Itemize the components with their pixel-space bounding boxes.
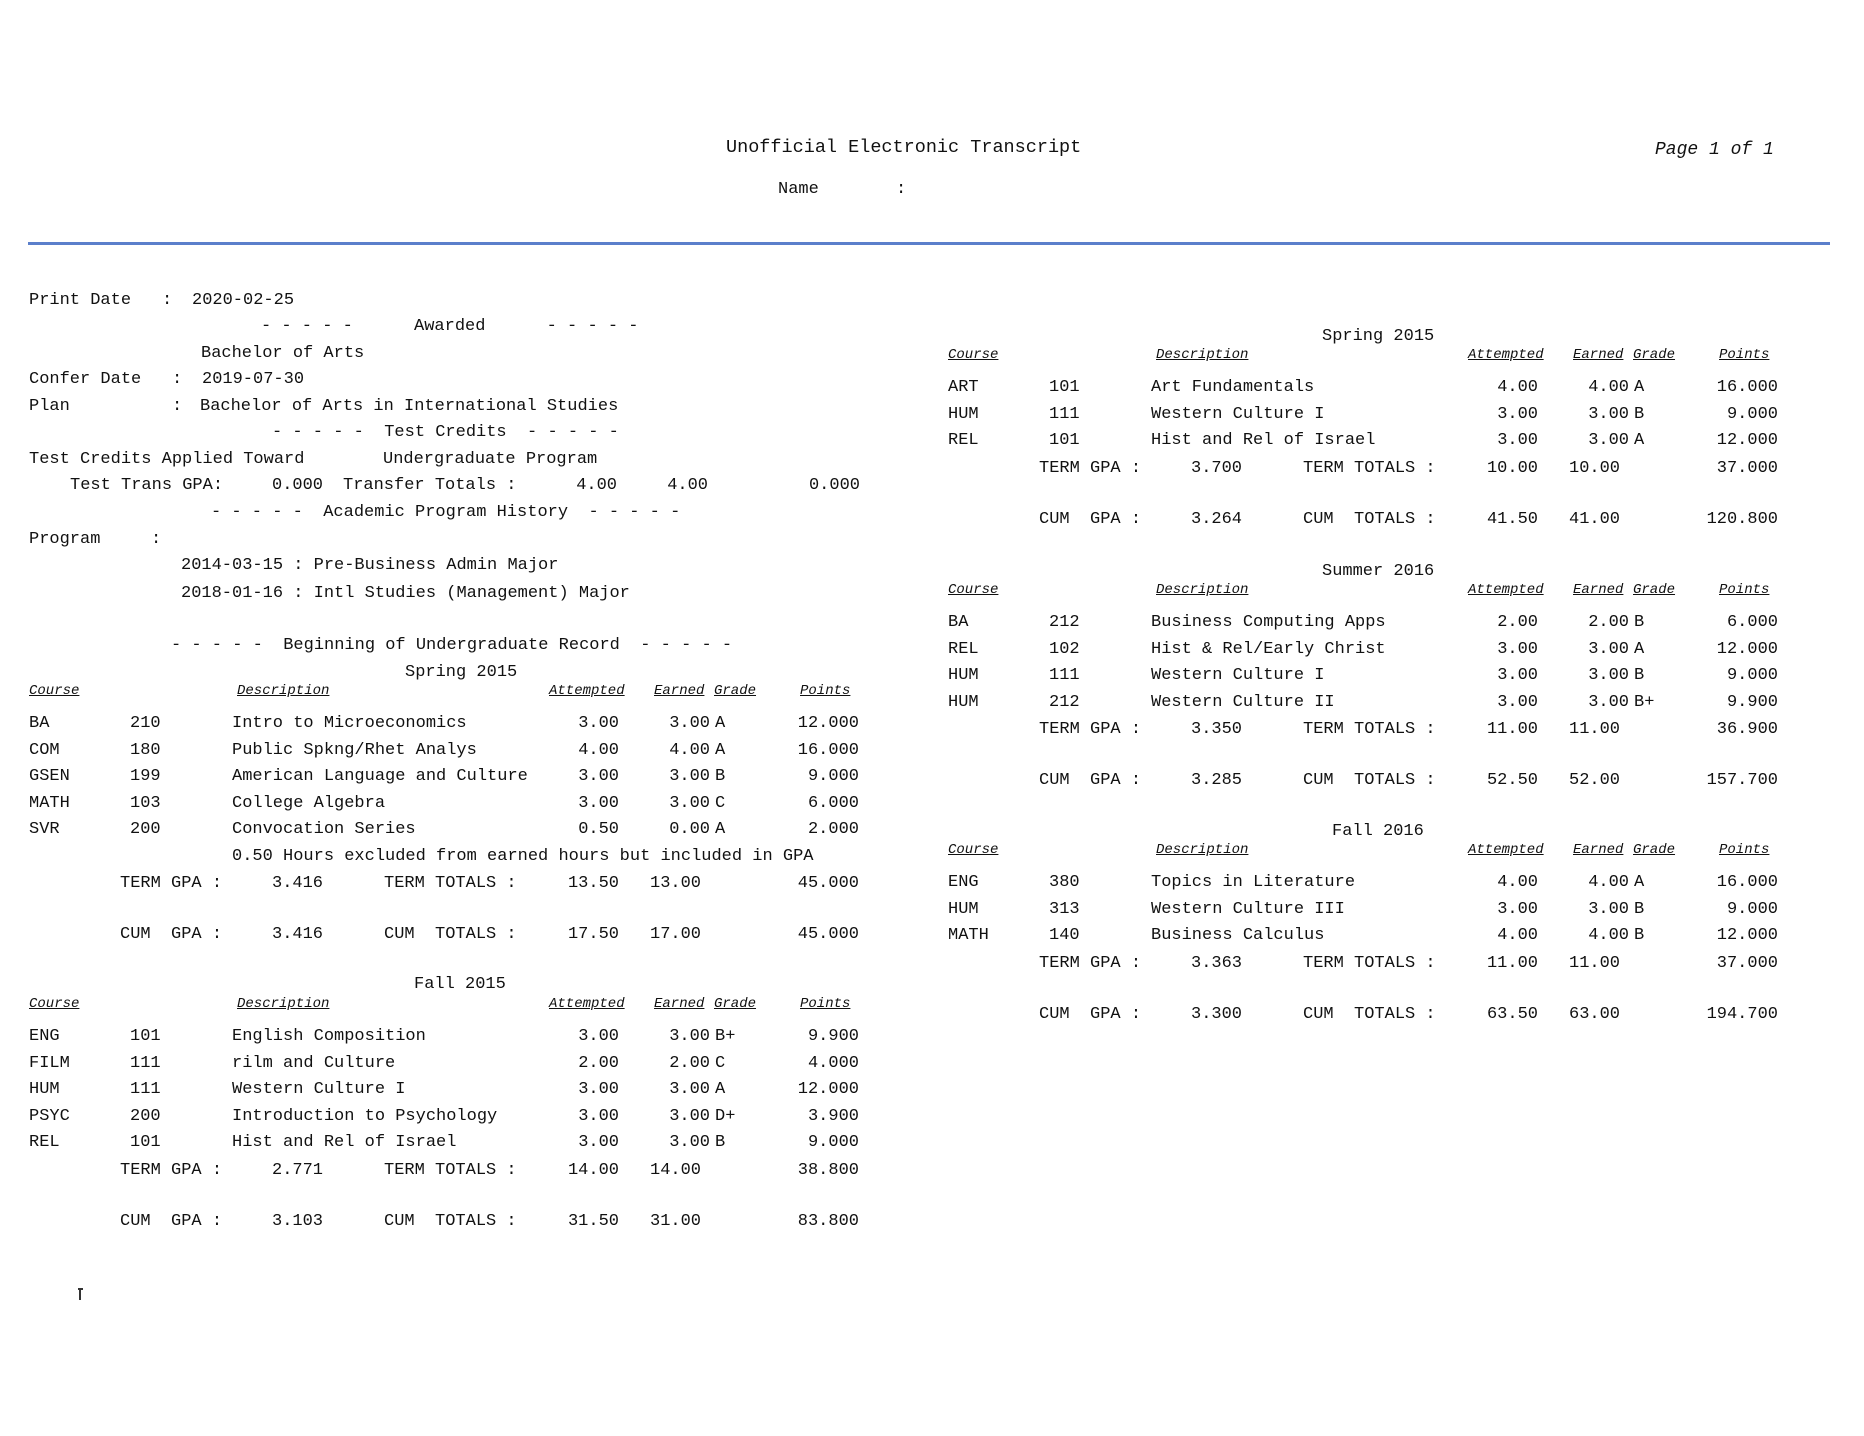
term-gpa-value: 2.771 bbox=[272, 1160, 324, 1180]
course-earned: 2.00 bbox=[669, 1053, 710, 1073]
cum-points: 45.000 bbox=[797, 925, 859, 944]
course-description: English Composition bbox=[232, 1027, 426, 1046]
column-header-grade: Grade bbox=[714, 996, 757, 1012]
course-subject: REL bbox=[29, 1133, 60, 1152]
column-header-points: Points bbox=[800, 996, 851, 1012]
term-title: Spring 2015 bbox=[405, 663, 518, 682]
course-subject: SVR bbox=[29, 820, 60, 839]
course-subject: HUM bbox=[948, 666, 979, 685]
column-header-earned: Earned bbox=[1573, 582, 1624, 598]
course-grade: B bbox=[1634, 666, 1645, 685]
page-number: Page 1 of 1 bbox=[1655, 140, 1774, 160]
course-number: 101 bbox=[130, 1133, 161, 1152]
course-grade: A bbox=[1634, 378, 1645, 397]
course-grade: D+ bbox=[715, 1106, 736, 1126]
column-header-attempted: Attempted bbox=[549, 996, 625, 1012]
course-subject: ART bbox=[948, 378, 979, 397]
course-earned: 3.00 bbox=[669, 714, 710, 733]
degree-name: Bachelor of Arts bbox=[201, 344, 365, 363]
course-earned: 3.00 bbox=[1588, 666, 1629, 685]
course-points: 12.000 bbox=[797, 714, 859, 733]
term-totals-label: TERM TOTALS : bbox=[384, 874, 517, 893]
term-attempted: 14.00 bbox=[567, 1160, 619, 1180]
course-description: Business Calculus bbox=[1151, 926, 1325, 945]
column-header-earned: Earned bbox=[1573, 347, 1624, 363]
term-gpa-label: TERM GPA : bbox=[120, 1160, 223, 1180]
course-attempted: 3.00 bbox=[578, 767, 619, 786]
scan-speck bbox=[78, 1288, 83, 1290]
plan-label: Plan bbox=[29, 397, 70, 416]
test-trans-gpa-value: 0.000 bbox=[272, 476, 324, 495]
cum-points: 83.800 bbox=[797, 1211, 859, 1231]
course-grade: C bbox=[715, 1053, 726, 1073]
course-number: 111 bbox=[130, 1080, 161, 1099]
course-attempted: 4.00 bbox=[1497, 378, 1538, 397]
column-header-course: Course bbox=[948, 347, 999, 363]
cum-points: 157.700 bbox=[1706, 771, 1778, 790]
term-earned: 11.00 bbox=[1569, 720, 1621, 739]
column-header-points: Points bbox=[800, 683, 851, 699]
course-grade: B bbox=[715, 767, 726, 786]
course-description: Public Spkng/Rhet Analys bbox=[232, 740, 477, 760]
course-number: 111 bbox=[1049, 404, 1080, 424]
cum-totals-label: CUM TOTALS : bbox=[384, 1211, 517, 1231]
term-attempted: 11.00 bbox=[1486, 953, 1538, 973]
course-attempted: 0.50 bbox=[578, 820, 619, 839]
course-subject: ENG bbox=[29, 1027, 60, 1046]
test-credits-heading: - - - - - Test Credits - - - - - bbox=[272, 423, 619, 442]
course-subject: HUM bbox=[29, 1080, 60, 1099]
term-earned: 13.00 bbox=[650, 874, 702, 893]
course-points: 6.000 bbox=[807, 793, 859, 813]
course-number: 380 bbox=[1049, 873, 1080, 892]
term-title: Summer 2016 bbox=[1322, 562, 1435, 581]
awarded-heading: - - - - - Awarded - - - - - bbox=[261, 317, 639, 336]
course-number: 111 bbox=[130, 1053, 161, 1073]
course-description: Western Culture I bbox=[1151, 666, 1325, 685]
term-points: 37.000 bbox=[1716, 953, 1778, 973]
term-title: Fall 2015 bbox=[414, 975, 506, 994]
course-earned: 3.00 bbox=[1588, 899, 1629, 919]
course-description: Western Culture III bbox=[1151, 899, 1345, 919]
term-attempted: 13.50 bbox=[567, 874, 619, 893]
course-earned: 3.00 bbox=[669, 1027, 710, 1046]
term-totals-label: TERM TOTALS : bbox=[1303, 458, 1436, 478]
cum-gpa-label: CUM GPA : bbox=[120, 1211, 223, 1231]
course-earned: 3.00 bbox=[1588, 692, 1629, 712]
column-header-grade: Grade bbox=[1633, 582, 1676, 598]
course-grade: B bbox=[1634, 926, 1645, 945]
course-number: 111 bbox=[1049, 666, 1080, 685]
course-points: 16.000 bbox=[1716, 873, 1778, 892]
cum-totals-label: CUM TOTALS : bbox=[1303, 771, 1436, 790]
course-description: Convocation Series bbox=[232, 820, 416, 839]
course-grade: B bbox=[1634, 899, 1645, 919]
term-gpa-value: 3.700 bbox=[1191, 458, 1243, 478]
course-points: 12.000 bbox=[797, 1080, 859, 1099]
column-header-grade: Grade bbox=[714, 683, 757, 699]
term-points: 45.000 bbox=[797, 874, 859, 893]
term-points: 38.800 bbox=[797, 1160, 859, 1180]
course-earned: 4.00 bbox=[1588, 926, 1629, 945]
confer-date-label: Confer Date bbox=[29, 370, 142, 389]
course-points: 9.000 bbox=[1726, 666, 1778, 685]
course-earned: 4.00 bbox=[669, 740, 710, 760]
course-subject: REL bbox=[948, 639, 979, 659]
course-number: 313 bbox=[1049, 899, 1080, 919]
course-attempted: 3.00 bbox=[578, 1133, 619, 1152]
column-header-description: Description bbox=[1156, 582, 1249, 598]
course-subject: BA bbox=[948, 613, 969, 632]
undergraduate-record-heading: - - - - - Beginning of Undergraduate Record - - - - - bbox=[171, 636, 733, 655]
course-earned: 4.00 bbox=[1588, 873, 1629, 892]
course-number: 102 bbox=[1049, 639, 1080, 659]
document-title: Unofficial Electronic Transcript bbox=[726, 137, 1082, 158]
column-header-grade: Grade bbox=[1633, 347, 1676, 363]
name-colon: : bbox=[896, 180, 907, 199]
cum-attempted: 31.50 bbox=[567, 1211, 619, 1231]
term-earned: 14.00 bbox=[650, 1160, 702, 1180]
course-grade: A bbox=[715, 820, 726, 839]
column-header-attempted: Attempted bbox=[549, 683, 625, 699]
term-points: 36.900 bbox=[1716, 720, 1778, 739]
column-header-attempted: Attempted bbox=[1468, 842, 1544, 858]
course-points: 9.900 bbox=[1726, 692, 1778, 712]
test-credits-program: Undergraduate Program bbox=[383, 450, 598, 469]
column-header-earned: Earned bbox=[654, 996, 705, 1012]
course-earned: 3.00 bbox=[669, 767, 710, 786]
cum-totals-label: CUM TOTALS : bbox=[384, 925, 517, 944]
course-grade: A bbox=[715, 714, 726, 733]
term-totals-label: TERM TOTALS : bbox=[384, 1160, 517, 1180]
course-points: 4.000 bbox=[807, 1053, 859, 1073]
cum-earned: 31.00 bbox=[650, 1211, 702, 1231]
course-description: Intro to Microeconomics bbox=[232, 714, 467, 733]
course-subject: ENG bbox=[948, 873, 979, 892]
term-points: 37.000 bbox=[1716, 458, 1778, 478]
term-gpa-label: TERM GPA : bbox=[120, 874, 223, 893]
term-attempted: 10.00 bbox=[1486, 458, 1538, 478]
column-header-attempted: Attempted bbox=[1468, 347, 1544, 363]
course-subject: REL bbox=[948, 431, 979, 450]
course-description: Hist and Rel of Israel bbox=[232, 1133, 457, 1152]
course-earned: 3.00 bbox=[669, 793, 710, 813]
course-description: Western Culture II bbox=[1151, 692, 1335, 712]
cum-attempted: 41.50 bbox=[1486, 509, 1538, 529]
term-gpa-label: TERM GPA : bbox=[1039, 720, 1142, 739]
program-history-item: 2018-01-16 : Intl Studies (Management) Major bbox=[181, 584, 630, 603]
course-subject: BA bbox=[29, 714, 50, 733]
term-attempted: 11.00 bbox=[1486, 720, 1538, 739]
course-earned: 3.00 bbox=[1588, 431, 1629, 450]
course-description: Art Fundamentals bbox=[1151, 378, 1315, 397]
course-number: 140 bbox=[1049, 926, 1080, 945]
program-colon: : bbox=[151, 530, 162, 549]
course-subject: MATH bbox=[948, 926, 989, 945]
cum-gpa-label: CUM GPA : bbox=[1039, 1004, 1142, 1024]
print-date-value: 2020-02-25 bbox=[192, 291, 295, 310]
term-title: Spring 2015 bbox=[1322, 327, 1435, 346]
course-grade: B+ bbox=[715, 1027, 736, 1046]
course-number: 101 bbox=[1049, 431, 1080, 450]
course-number: 200 bbox=[130, 1106, 161, 1126]
course-points: 3.900 bbox=[807, 1106, 859, 1126]
cum-attempted: 17.50 bbox=[567, 925, 619, 944]
column-header-course: Course bbox=[948, 842, 999, 858]
course-number: 103 bbox=[130, 793, 161, 813]
column-header-description: Description bbox=[1156, 842, 1249, 858]
course-number: 180 bbox=[130, 740, 161, 760]
course-earned: 3.00 bbox=[669, 1133, 710, 1152]
term-gpa-value: 3.350 bbox=[1191, 720, 1243, 739]
course-description: Introduction to Psychology bbox=[232, 1106, 498, 1126]
course-subject: MATH bbox=[29, 793, 70, 813]
course-attempted: 4.00 bbox=[1497, 926, 1538, 945]
cum-gpa-label: CUM GPA : bbox=[120, 925, 223, 944]
column-header-course: Course bbox=[29, 996, 80, 1012]
course-attempted: 4.00 bbox=[1497, 873, 1538, 892]
course-attempted: 3.00 bbox=[1497, 666, 1538, 685]
cum-gpa-value: 3.416 bbox=[272, 925, 324, 944]
term-gpa-value: 3.363 bbox=[1191, 953, 1243, 973]
course-number: 212 bbox=[1049, 692, 1080, 712]
course-points: 16.000 bbox=[1716, 378, 1778, 397]
course-number: 212 bbox=[1049, 613, 1080, 632]
column-header-points: Points bbox=[1719, 582, 1770, 598]
cum-gpa-value: 3.264 bbox=[1191, 509, 1243, 529]
column-header-earned: Earned bbox=[1573, 842, 1624, 858]
course-attempted: 2.00 bbox=[1497, 613, 1538, 632]
cum-points: 194.700 bbox=[1706, 1004, 1778, 1024]
program-history-heading: - - - - - Academic Program History - - - - - bbox=[211, 503, 681, 522]
course-points: 9.000 bbox=[1726, 404, 1778, 424]
column-header-description: Description bbox=[237, 996, 330, 1012]
course-attempted: 3.00 bbox=[578, 1027, 619, 1046]
term-gpa-value: 3.416 bbox=[272, 874, 324, 893]
course-subject: GSEN bbox=[29, 767, 70, 786]
course-grade: B bbox=[1634, 613, 1645, 632]
column-header-course: Course bbox=[948, 582, 999, 598]
cum-points: 120.800 bbox=[1706, 509, 1778, 529]
column-header-attempted: Attempted bbox=[1468, 582, 1544, 598]
course-attempted: 3.00 bbox=[578, 1106, 619, 1126]
cum-earned: 63.00 bbox=[1569, 1004, 1621, 1024]
course-grade: A bbox=[715, 1080, 726, 1099]
course-points: 9.000 bbox=[807, 767, 859, 786]
course-points: 12.000 bbox=[1716, 431, 1778, 450]
term-earned: 11.00 bbox=[1569, 953, 1621, 973]
cum-totals-label: CUM TOTALS : bbox=[1303, 509, 1436, 529]
cum-attempted: 52.50 bbox=[1486, 771, 1538, 790]
column-header-earned: Earned bbox=[654, 683, 705, 699]
course-attempted: 3.00 bbox=[578, 1080, 619, 1099]
course-description: American Language and Culture bbox=[232, 767, 528, 786]
course-points: 2.000 bbox=[807, 820, 859, 839]
cum-attempted: 63.50 bbox=[1486, 1004, 1538, 1024]
term-totals-label: TERM TOTALS : bbox=[1303, 953, 1436, 973]
course-earned: 2.00 bbox=[1588, 613, 1629, 632]
course-description: Business Computing Apps bbox=[1151, 613, 1386, 632]
course-description: College Algebra bbox=[232, 793, 386, 813]
course-grade: B bbox=[1634, 404, 1645, 424]
course-attempted: 3.00 bbox=[578, 714, 619, 733]
column-header-course: Course bbox=[29, 683, 80, 699]
course-number: 101 bbox=[130, 1027, 161, 1046]
term-title: Fall 2016 bbox=[1332, 822, 1424, 841]
course-subject: HUM bbox=[948, 692, 979, 712]
course-earned: 4.00 bbox=[1588, 378, 1629, 397]
print-date-colon: : bbox=[162, 291, 173, 310]
cum-gpa-value: 3.300 bbox=[1191, 1004, 1243, 1024]
column-header-grade: Grade bbox=[1633, 842, 1676, 858]
print-date-label: Print Date bbox=[29, 291, 132, 310]
course-earned: 0.00 bbox=[669, 820, 710, 839]
column-header-description: Description bbox=[1156, 347, 1249, 363]
header-rule bbox=[28, 242, 1830, 245]
column-header-points: Points bbox=[1719, 842, 1770, 858]
course-attempted: 3.00 bbox=[1497, 404, 1538, 424]
term-gpa-label: TERM GPA : bbox=[1039, 953, 1142, 973]
course-grade: C bbox=[715, 793, 726, 813]
course-grade: A bbox=[1634, 873, 1645, 892]
course-description: Hist & Rel/Early Christ bbox=[1151, 639, 1386, 659]
transfer-points: 0.000 bbox=[808, 476, 860, 495]
term-gpa-label: TERM GPA : bbox=[1039, 458, 1142, 478]
course-earned: 3.00 bbox=[669, 1106, 710, 1126]
course-grade: A bbox=[715, 740, 726, 760]
test-credits-applied-label: Test Credits Applied Toward bbox=[29, 450, 305, 469]
term-earned: 10.00 bbox=[1569, 458, 1621, 478]
course-points: 16.000 bbox=[797, 740, 859, 760]
transfer-totals-label: Transfer Totals : bbox=[343, 476, 517, 495]
course-grade: B+ bbox=[1634, 692, 1655, 712]
program-label: Program bbox=[29, 530, 101, 549]
cum-gpa-value: 3.285 bbox=[1191, 771, 1243, 790]
cum-totals-label: CUM TOTALS : bbox=[1303, 1004, 1436, 1024]
transfer-earned: 4.00 bbox=[667, 476, 708, 495]
course-grade: B bbox=[715, 1133, 726, 1152]
course-number: 199 bbox=[130, 767, 161, 786]
confer-date-value: 2019-07-30 bbox=[202, 370, 305, 389]
course-number: 101 bbox=[1049, 378, 1080, 397]
cum-earned: 41.00 bbox=[1569, 509, 1621, 529]
cum-gpa-label: CUM GPA : bbox=[1039, 771, 1142, 790]
course-points: 9.000 bbox=[807, 1133, 859, 1152]
term-note: 0.50 Hours excluded from earned hours but included in GPA bbox=[232, 846, 814, 866]
test-trans-gpa-label: Test Trans GPA: bbox=[70, 476, 224, 495]
course-subject: PSYC bbox=[29, 1106, 70, 1126]
course-description: Western Culture I bbox=[232, 1080, 406, 1099]
course-points: 12.000 bbox=[1716, 639, 1778, 659]
course-earned: 3.00 bbox=[1588, 639, 1629, 659]
course-points: 6.000 bbox=[1726, 613, 1778, 632]
course-attempted: 3.00 bbox=[1497, 431, 1538, 450]
course-description: Hist and Rel of Israel bbox=[1151, 431, 1376, 450]
course-number: 210 bbox=[130, 714, 161, 733]
course-earned: 3.00 bbox=[669, 1080, 710, 1099]
course-attempted: 3.00 bbox=[1497, 639, 1538, 659]
course-attempted: 4.00 bbox=[578, 740, 619, 760]
plan-colon: : bbox=[172, 397, 183, 416]
course-earned: 3.00 bbox=[1588, 404, 1629, 424]
course-description: Western Culture I bbox=[1151, 404, 1325, 424]
course-number: 200 bbox=[130, 820, 161, 839]
column-header-description: Description bbox=[237, 683, 330, 699]
course-points: 9.000 bbox=[1726, 899, 1778, 919]
course-attempted: 3.00 bbox=[1497, 692, 1538, 712]
course-subject: HUM bbox=[948, 404, 979, 424]
course-subject: FILM bbox=[29, 1053, 70, 1073]
program-history-item: 2014-03-15 : Pre-Business Admin Major bbox=[181, 556, 559, 575]
course-subject: HUM bbox=[948, 899, 979, 919]
course-attempted: 3.00 bbox=[1497, 899, 1538, 919]
term-totals-label: TERM TOTALS : bbox=[1303, 720, 1436, 739]
cum-earned: 52.00 bbox=[1569, 771, 1621, 790]
course-points: 12.000 bbox=[1716, 926, 1778, 945]
course-attempted: 3.00 bbox=[578, 793, 619, 813]
course-subject: COM bbox=[29, 740, 60, 760]
course-grade: A bbox=[1634, 431, 1645, 450]
transfer-attempted: 4.00 bbox=[576, 476, 617, 495]
confer-date-colon: : bbox=[172, 370, 183, 389]
cum-gpa-value: 3.103 bbox=[272, 1211, 324, 1231]
cum-earned: 17.00 bbox=[650, 925, 702, 944]
plan-value: Bachelor of Arts in International Studies bbox=[200, 397, 619, 416]
course-grade: A bbox=[1634, 639, 1645, 659]
course-description: rilm and Culture bbox=[232, 1053, 396, 1073]
column-header-points: Points bbox=[1719, 347, 1770, 363]
name-label: Name bbox=[778, 180, 819, 199]
course-points: 9.900 bbox=[807, 1027, 859, 1046]
course-attempted: 2.00 bbox=[578, 1053, 619, 1073]
cum-gpa-label: CUM GPA : bbox=[1039, 509, 1142, 529]
course-description: Topics in Literature bbox=[1151, 873, 1356, 892]
